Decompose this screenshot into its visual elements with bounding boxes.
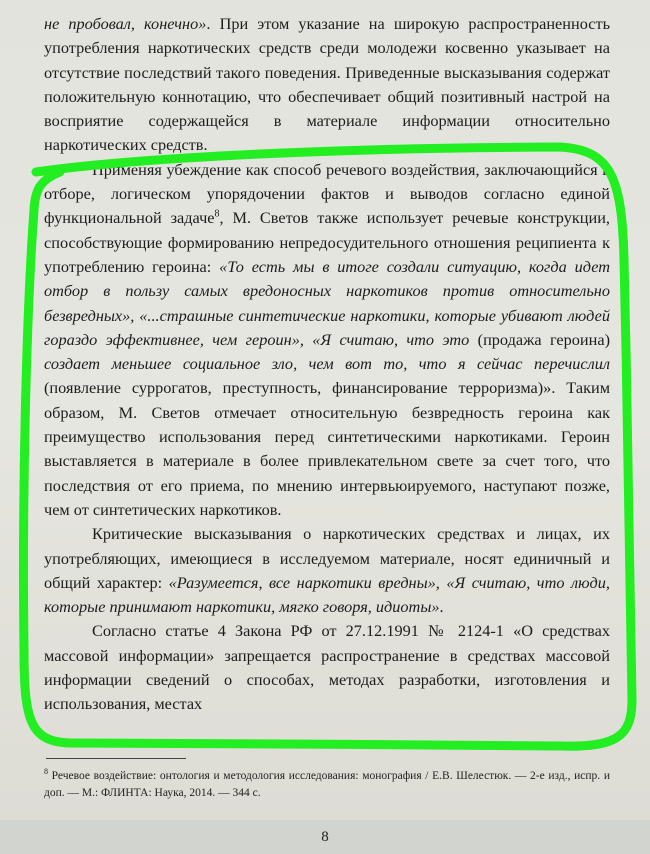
text-run: . При этом указание на широкую распространенность употребления наркотических средств среди молодежи косвенно указывает на отсутствие последствий такого поведения. Приведенные высказывания содержат положительную коннотацию, что обеспечивает общий позитивный настрой на восприятие содержащейся в материале информации относительно наркотических средств. — [44, 14, 611, 155]
text-run: (продажа героина) — [469, 329, 610, 349]
quote-text: «То есть мы в итоге создали ситуацию, когда идет отбор в пользу самых вредоносных наркотиков против относительно безвредных», «...страшные синтетические наркотики, которые убивают людей гораздо эффективнее, чем героин», «Я считаю, что это — [44, 256, 610, 349]
text-run: (появление суррогатов, преступность, финансирование терроризма)». Таким образом, М. Светов отмечает относительную безвредность героина как преимущество использования перед синтетическими наркотиками. Героин выставляется в материале в более привлекательном свете за счет того, что последствия от его приема, по мнению интервьюируемого, наступают позже, чем от синтетических наркотиков. — [44, 378, 610, 519]
paragraph — [44, 12, 610, 158]
footnote-marker: 8 — [44, 767, 48, 777]
paragraph — [44, 522, 610, 619]
footnote-reference: 8 — [214, 208, 220, 220]
quote-text: «Разумеется, все наркотики вредны», «Я считаю, что люди, которые принимают наркотики, мягко говоря, идиоты» — [44, 572, 610, 617]
paragraph — [44, 619, 610, 716]
text-run: Применяя убеждение как способ речевого воздействия, заключающийся в отборе, логическом упорядочении фактов и выводов согласно единой функциональной задаче — [44, 159, 610, 228]
body-text — [44, 12, 610, 717]
page-number: 8 — [321, 829, 329, 845]
text-run: , М. Светов также использует речевые конструкции, способствующие формированию непредосудительного отношения реципиента к употреблению героина: — [44, 208, 610, 276]
footnote-text: Речевое воздействие: онтология и методология исследования: монография / Е.В. Шелестюк. — 2-е изд., испр. и доп. — М.: ФЛИНТА: Наука, 2014. — 344 с. — [44, 770, 610, 799]
paragraph — [44, 158, 610, 522]
quote-text: создает меньшее социальное зло, чем вот то, что я сейчас перечислил — [44, 354, 610, 374]
text-run: . — [439, 597, 444, 617]
text-run: Критические высказывания о наркотических средствах и лицах, их употребляющих, имеющиеся в исследуемом материале, носят единичный и общий характер: — [44, 524, 610, 592]
text-run: Согласно статье 4 Закона РФ от 27.12.1991 № 2124-1 «О средствах массовой информации» запрещается распространение в средствах массовой информации сведений о способах, методах разработки, изготовления и использования, местах — [44, 621, 610, 714]
footnote — [44, 768, 610, 802]
footnote-separator — [46, 758, 186, 759]
quote-text: не пробовал, конечно» — [44, 14, 207, 33]
